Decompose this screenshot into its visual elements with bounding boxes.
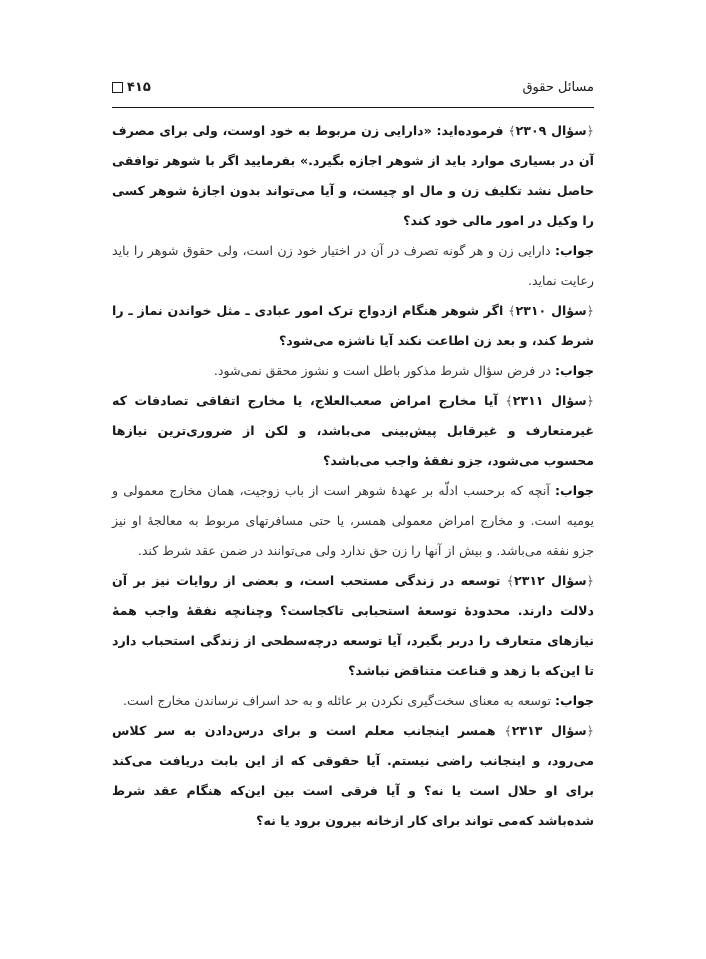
question-number: سؤال ۲۳۰۹ — [515, 123, 587, 138]
question-number: سؤال ۲۳۱۳ — [511, 723, 587, 738]
page-number-block — [112, 80, 151, 95]
answer-2312 — [112, 686, 594, 716]
answer-label: جواب: — [555, 243, 594, 258]
question-2312: ﴿سؤال ۲۳۱۲﴾ توسعه در زندگی مستحب است، و بعضی از روایات نیز بر آن دلالت دارند. محدودهٔ توسعهٔ استحبابی تاکجاست؟ وچنانچه نفقهٔ واجب همهٔ نیازهای متعارف را دربر بگیرد، آیا توسعه درچه‌سطحی از زندگی استحباب دارد تا این‌که با زهد و قناعت متناقض نباشد؟ — [112, 573, 594, 678]
answer-text: دارایی زن و هر گونه تصرف در آن در اختیار خود زن است، ولی حقوق شوهر را باید رعایت نماید. — [112, 243, 594, 288]
answer-label: جواب: — [555, 483, 594, 498]
answer-text: آنچه که برحسب ادلّه بر عهدهٔ شوهر است از باب زوجیت، همان مخارج معمولی و یومیه است. و مخارج امراض معمولی همسر، یا حتی مسافرتهای مربوط به معالجهٔ او نیز جزو نفقه می‌باشد. و بیش از آنها را زن حق ندارد ولی می‌توانند در ضمن عقد شرط کند. — [112, 483, 594, 558]
question-text: همسر اینجانب معلم است و برای درس‌دادن به سر کلاس می‌رود، و اینجانب راضی نیستم. آیا حقوقی که از این بابت دریافت می‌کند برای او حلال است یا نه؟ و آیا فرقی است بین این‌که هنگام عقد شرط شده‌باشد که‌می تواند برای کار ازخانه بیرون برود یا نه؟ — [112, 723, 594, 828]
question-2313: ﴿سؤال ۲۳۱۳﴾ همسر اینجانب معلم است و برای درس‌دادن به سر کلاس می‌رود، و اینجانب راضی نیستم. آیا حقوقی که از این بابت دریافت می‌کند برای او حلال است یا نه؟ و آیا فرقی است بین این‌که هنگام عقد شرط شده‌باشد که‌می تواند برای کار ازخانه بیرون برود یا نه؟ — [112, 723, 594, 828]
answer-label: جواب: — [555, 693, 594, 708]
question-number: سؤال ۲۳۱۱ — [512, 393, 587, 408]
question-2309: ﴿سؤال ۲۳۰۹﴾ فرموده‌اید: «دارایی زن مربوط به خود اوست، ولی برای مصرف آن در بسیاری موارد باید از شوهر اجازه بگیرد.» بفرمایید اگر با شوهر توافقی حاصل نشد تکلیف زن و مال او چیست، و آیا می‌تواند بدون اجازهٔ شوهر کسی را وکیل در امور مالی خود کند؟ — [112, 123, 594, 228]
answer-2310 — [112, 356, 594, 386]
answer-2309 — [112, 236, 594, 296]
page-header — [112, 80, 594, 102]
question-text: فرموده‌اید: «دارایی زن مربوط به خود اوست، ولی برای مصرف آن در بسیاری موارد باید از شوهر اجازه بگیرد.» بفرمایید اگر با شوهر توافقی حاصل نشد تکلیف زن و مال او چیست، و آیا می‌تواند بدون اجازهٔ شوهر کسی را وکیل در امور مالی خود کند؟ — [112, 123, 594, 228]
answer-label: جواب: — [555, 363, 594, 378]
question-text: اگر شوهر هنگام ازدواج ترک امور عبادی ـ مثل خواندن نماز ـ را شرط کند، و بعد زن اطاعت نکند آیا ناشزه می‌شود؟ — [112, 303, 594, 348]
answer-text: در فرض سؤال شرط مذکور باطل است و نشوز محقق نمی‌شود. — [213, 363, 551, 378]
square-bullet-icon — [112, 82, 123, 93]
question-2311: ﴿سؤال ۲۳۱۱﴾ آیا مخارج امراض صعب‌العلاج، یا مخارج اتفاقی تصادفات که غیرمتعارف و غیرقابل پیش‌بینی می‌باشد، و لکن از ضروری‌ترین نیازها محسوب می‌شود، جزو نفقهٔ واجب می‌باشد؟ — [112, 393, 594, 468]
answer-text: توسعه به معنای سخت‌گیری نکردن بر عائله و به حد اسراف نرساندن مخارج است. — [123, 693, 551, 708]
page-content — [112, 116, 594, 836]
header-rule — [112, 107, 594, 108]
question-text: آیا مخارج امراض صعب‌العلاج، یا مخارج اتفاقی تصادفات که غیرمتعارف و غیرقابل پیش‌بینی می‌باشد، و لکن از ضروری‌ترین نیازها محسوب می‌شود، جزو نفقهٔ واجب می‌باشد؟ — [112, 393, 594, 468]
question-number: سؤال ۲۳۱۰ — [515, 303, 587, 318]
section-title: مسائل حقوق — [522, 80, 594, 95]
page-number: ۴۱۵ — [127, 80, 151, 95]
answer-2311 — [112, 476, 594, 566]
question-2310: ﴿سؤال ۲۳۱۰﴾ اگر شوهر هنگام ازدواج ترک امور عبادی ـ مثل خواندن نماز ـ را شرط کند، و بعد زن اطاعت نکند آیا ناشزه می‌شود؟ — [112, 303, 594, 348]
question-number: سؤال ۲۳۱۲ — [514, 573, 587, 588]
question-text: توسعه در زندگی مستحب است، و بعضی از روایات نیز بر آن دلالت دارند. محدودهٔ توسعهٔ استحبابی تاکجاست؟ وچنانچه نفقهٔ واجب همهٔ نیازهای متعارف را دربر بگیرد، آیا توسعه درچه‌سطحی از زندگی استحباب دارد تا این‌که با زهد و قناعت متناقض نباشد؟ — [112, 573, 594, 678]
